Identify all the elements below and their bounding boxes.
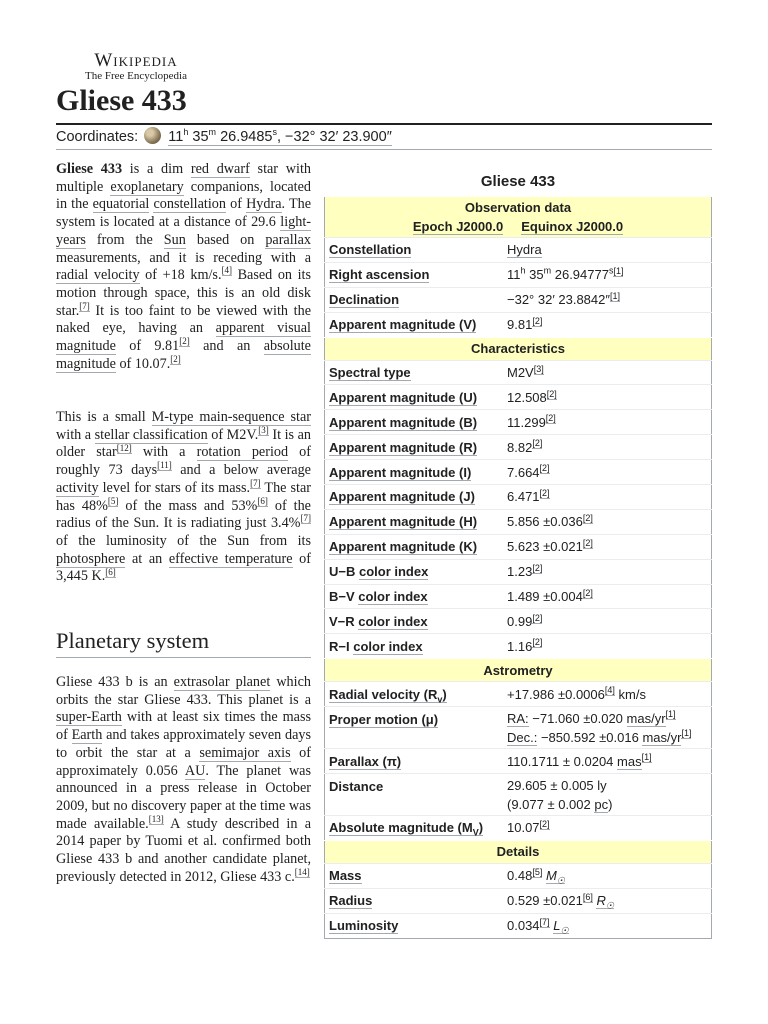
citation-link[interactable]: [1]	[681, 728, 692, 739]
row-proper-motion	[325, 707, 712, 749]
citation-link[interactable]: [2]	[546, 388, 557, 399]
label-parallax[interactable]: Parallax (π)	[329, 753, 402, 769]
row-ri-color-index	[325, 634, 712, 659]
coord-ra-m: 35	[192, 129, 209, 145]
link-solar-luminosity[interactable]: $L_☉$	[553, 918, 569, 936]
citation-link[interactable]: [2]	[532, 637, 543, 648]
link-constellation[interactable]: constellation	[153, 196, 226, 213]
row-bv-color-index	[325, 584, 712, 609]
link-radial-velocity[interactable]: radial velocity	[56, 267, 140, 284]
coordinates-link[interactable]: 11$^h$ 35$^m$ $26.9485^s$, −32° 32′ 23.900″	[168, 127, 392, 145]
row-radial-velocity	[325, 682, 712, 707]
value-magnitude-k: 5.623 ±0.021	[507, 539, 583, 555]
text: of roughly 73 days	[56, 444, 312, 479]
citation-link[interactable]: [7]	[79, 300, 90, 311]
citation-link[interactable]: [2]	[532, 315, 543, 326]
logo-wordmark: Wikipedia	[94, 50, 178, 71]
text: with a	[131, 444, 197, 461]
label-magnitude-i[interactable]: Apparent magnitude (I)	[329, 464, 472, 480]
text: and an	[189, 338, 264, 355]
text: of the luminosity of the Sun from its	[56, 532, 311, 549]
citation-link[interactable]: [14]	[294, 867, 310, 877]
label-magnitude-j[interactable]: Apparent magnitude (J)	[329, 489, 475, 505]
link-pc[interactable]: pc	[594, 796, 609, 812]
citation-link[interactable]: [5]	[107, 495, 119, 506]
text: level for stars of its mass.	[98, 479, 251, 496]
text: of 3,445 K.	[56, 550, 311, 585]
link-solar-mass[interactable]: $M_☉$	[545, 868, 565, 886]
row-vr-color-index	[325, 609, 712, 634]
section-heading-planetary-system: Planetary system	[56, 628, 210, 653]
infobox	[324, 168, 712, 939]
row-constellation	[325, 238, 712, 263]
citation-link[interactable]: [6]	[582, 891, 593, 902]
text: )	[608, 796, 613, 812]
citation-link[interactable]: [6]	[105, 566, 116, 577]
label-bv: B−V	[329, 589, 359, 605]
coordinates	[56, 127, 392, 145]
link-color-index[interactable]: color index	[358, 564, 429, 580]
label-radial-velocity[interactable]: Radial velocity $(R_v)$	[329, 686, 447, 705]
value-distance-pc: (9.077 ± 0.002	[507, 796, 595, 812]
text: star with multiple	[56, 161, 311, 195]
text: at an	[125, 550, 169, 567]
intro-paragraph-2	[56, 409, 311, 586]
value-magnitude-j: 6.471	[507, 489, 540, 505]
row-magnitude-k	[325, 534, 712, 559]
citation-link[interactable]: [2]	[170, 354, 181, 364]
label-magnitude-k[interactable]: Apparent magnitude (K)	[329, 539, 478, 555]
citation-link[interactable]: [1]	[665, 709, 676, 720]
coordinates-rule	[56, 149, 712, 150]
citation-link[interactable]: [13]	[148, 813, 164, 824]
text: The star has 48%	[56, 479, 311, 514]
text: It is an older star	[56, 426, 311, 461]
text: with a	[56, 426, 95, 443]
text: and a below average	[171, 462, 311, 479]
text: . The system is located at a distance of 29.6	[56, 196, 312, 231]
row-magnitude-h	[325, 509, 712, 534]
link-photosphere[interactable]: photosphere	[56, 550, 126, 567]
text: of the mass and 53%	[118, 497, 258, 514]
label-mass[interactable]: Mass	[329, 868, 362, 884]
citation-link[interactable]: [1]	[641, 752, 652, 763]
link-exoplanetary[interactable]: exoplanetary	[110, 178, 184, 195]
text: Gliese 433 b is an	[56, 674, 174, 690]
value-ub: 1.23	[507, 564, 533, 580]
link-rotation-period[interactable]: rotation period	[196, 444, 289, 461]
citation-link[interactable]: [2]	[179, 336, 190, 347]
text: . The planet was announced in a press release in October 2009, but no discovery paper at the time was made available.	[56, 762, 312, 832]
title-rule	[56, 123, 712, 125]
row-declination	[325, 287, 712, 312]
link-earth[interactable]: Earth	[71, 727, 103, 744]
value-pm-ra: −71.060 ±0.020	[528, 710, 627, 726]
label-magnitude-r[interactable]: Apparent magnitude (R)	[329, 439, 478, 455]
row-absolute-magnitude	[325, 816, 712, 841]
value-mass: 0.48	[507, 868, 533, 884]
subject-name: Gliese 433	[56, 161, 123, 177]
citation-link[interactable]: [4]	[604, 685, 615, 696]
row-distance	[325, 774, 712, 816]
section-details: Details	[325, 840, 712, 863]
text: A study described in a 2014 paper by Tuomi et al. confirmed both Gliese 433 b and another candidate planet, previously detected in 2012, Gliese 433 c.	[56, 815, 311, 885]
globe-icon[interactable]	[144, 127, 161, 144]
value-magnitude-h: 5.856 ±0.036	[507, 514, 583, 530]
row-parallax	[325, 749, 712, 774]
value-pm-dec: −850.592 ±0.016	[537, 729, 643, 745]
citation-link[interactable]: [1]	[613, 266, 624, 276]
text: with at least six times the mass of	[56, 709, 311, 744]
label-proper-motion[interactable]: Proper motion (μ)	[329, 712, 439, 728]
label-apparent-magnitude-v[interactable]: Apparent magnitude (V)	[329, 317, 477, 333]
section-astrometry: Astrometry	[325, 659, 712, 682]
row-magnitude-b	[325, 410, 712, 435]
link-mas-yr[interactable]: mas/yr	[642, 729, 682, 745]
value-vr: 0.99	[507, 613, 533, 629]
row-ub-color-index	[325, 559, 712, 584]
value-radial-velocity: +17.986 ±0.0006	[507, 686, 605, 702]
row-magnitude-r	[325, 435, 712, 460]
value-radius: 0.529 ±0.021	[507, 893, 583, 909]
row-spectral-type	[325, 360, 712, 385]
link-color-index[interactable]: color index	[353, 638, 423, 654]
intro-paragraph-1	[56, 161, 311, 373]
value-bv: 1.489 ±0.004	[507, 589, 583, 605]
link-red-dwarf[interactable]: red dwarf	[190, 161, 250, 177]
label-luminosity[interactable]: Luminosity	[329, 918, 399, 934]
value-parallax: 110.1711 ± 0.0204	[507, 753, 618, 769]
link-equinox[interactable]: Equinox J2000.0	[521, 219, 624, 234]
text: based on	[185, 231, 266, 248]
section-rule	[56, 657, 311, 658]
link-solar-radius[interactable]: $R_☉$	[596, 893, 614, 911]
link-super-earth[interactable]: super-Earth	[56, 709, 122, 726]
citation-link[interactable]: [2]	[582, 513, 593, 524]
label-distance: Distance	[329, 779, 384, 795]
citation-link[interactable]: [3]	[258, 424, 269, 435]
row-magnitude-j	[325, 485, 712, 510]
text: companions, located in the	[56, 178, 311, 213]
link-observation-data[interactable]: Observation data	[464, 200, 572, 215]
text: from the	[85, 231, 164, 248]
link-epoch[interactable]: Epoch J2000.0	[412, 219, 504, 234]
citation-link[interactable]: [2]	[532, 612, 543, 623]
link-ra[interactable]: RA:	[507, 710, 529, 726]
label-magnitude-u[interactable]: Apparent magnitude (U)	[329, 389, 478, 405]
text: It is too faint to be viewed with the naked eye, having an	[56, 302, 311, 337]
link-m-type-main-sequence[interactable]: M-type main-sequence star	[151, 409, 311, 425]
label-spectral-type[interactable]: Spectral type	[329, 365, 411, 380]
citation-link[interactable]: [4]	[221, 265, 232, 276]
text: of +18 km/s.	[139, 267, 222, 284]
value-ra-m: 35	[529, 267, 544, 283]
text: and takes approximately seven days to orbit the star at a	[56, 727, 311, 761]
value-magnitude-r: 8.82	[507, 439, 533, 455]
logo-tagline: The Free Encyclopedia	[84, 70, 187, 82]
infobox-caption: Gliese 433	[480, 173, 556, 190]
link-au[interactable]: AU	[184, 762, 206, 779]
citation-link[interactable]: [5]	[532, 867, 543, 878]
citation-link[interactable]: [2]	[532, 562, 543, 573]
value-declination: −32° 32′ 23.8842″	[507, 292, 610, 308]
value-luminosity: 0.034	[507, 918, 540, 934]
link-mas-yr[interactable]: mas/yr	[626, 710, 666, 726]
citation-link[interactable]: [2]	[539, 819, 550, 830]
link-mas[interactable]: mas	[617, 753, 642, 769]
citation-link[interactable]: [7]	[300, 513, 311, 524]
link-absolute-magnitude[interactable]: absolute magnitude	[56, 338, 311, 372]
label-magnitude-b[interactable]: Apparent magnitude (B)	[329, 414, 478, 430]
row-magnitude-u	[325, 385, 712, 410]
text: is a dim	[122, 161, 191, 177]
text: of	[225, 196, 247, 213]
citation-link[interactable]: [2]	[539, 463, 550, 474]
row-right-ascension: Right ascension 11$^h$ 35$^m$ $26.94777^{s[1]}$	[325, 262, 712, 287]
label-absolute-magnitude[interactable]: Absolute magnitude $(M_V)$	[329, 820, 484, 839]
value-absolute-magnitude: 10.07	[507, 820, 540, 836]
value-constellation[interactable]: Hydra	[507, 242, 542, 258]
label-radius[interactable]: Radius	[329, 893, 373, 909]
value-magnitude-b: 11.299	[507, 414, 546, 430]
label-ri: R−I	[329, 638, 354, 654]
text: of 10.07.	[115, 355, 171, 372]
row-apparent-magnitude-v	[325, 312, 712, 337]
link-extrasolar-planet[interactable]: extrasolar planet	[173, 674, 271, 690]
link-dec[interactable]: Dec.:	[507, 729, 538, 745]
row-mass	[325, 863, 712, 888]
citation-link[interactable]: [2]	[539, 488, 550, 499]
link-color-index[interactable]: color index	[358, 613, 428, 629]
link-hydra[interactable]: Hydra	[246, 196, 282, 213]
link-light-years[interactable]: light-years	[56, 214, 311, 248]
row-radius	[325, 888, 712, 913]
citation-link[interactable]: [6]	[257, 495, 268, 506]
section-observation-data	[325, 197, 712, 238]
link-parallax[interactable]: parallax	[265, 231, 311, 248]
citation-link[interactable]: [2]	[532, 438, 543, 449]
value-apparent-magnitude-v: 9.81	[507, 317, 533, 333]
wikipedia-logo[interactable]	[76, 50, 196, 82]
citation-link[interactable]: [7]	[250, 478, 261, 489]
text: measurements, and it is receding with a	[56, 249, 311, 266]
value-magnitude-i: 7.664	[507, 464, 540, 480]
citation-link[interactable]: [2]	[582, 587, 593, 598]
coord-ra-h: 11	[168, 129, 184, 145]
text: Based on its motion through space, this is an old disk star.	[56, 267, 312, 319]
value-distance-ly: 29.605 ± 0.005 ly	[507, 777, 607, 793]
planetary-paragraph	[56, 674, 311, 886]
link-color-index[interactable]: color index	[358, 589, 428, 605]
label-magnitude-h[interactable]: Apparent magnitude (H)	[329, 514, 478, 530]
value-ra-s: 26.94777	[554, 267, 609, 283]
link-sun[interactable]: Sun	[163, 231, 186, 248]
text: of 9.81	[115, 338, 180, 355]
text: This is a small	[56, 409, 152, 425]
label-constellation[interactable]: Constellation	[329, 242, 412, 258]
coord-ra-s: 26.9485	[220, 129, 273, 145]
link-effective-temperature[interactable]: effective temperature	[168, 550, 293, 567]
row-luminosity	[325, 913, 712, 938]
link-semimajor-axis[interactable]: semimajor axis	[199, 744, 291, 761]
unit-kms: km/s	[614, 686, 646, 702]
value-spectral-type: M2V	[507, 365, 534, 380]
citation-link[interactable]: [3]	[533, 363, 544, 374]
link-apparent-magnitude[interactable]: apparent visual magnitude	[56, 320, 311, 355]
link-equatorial[interactable]: equatorial	[92, 196, 150, 213]
citation-link[interactable]: [12]	[116, 442, 132, 453]
text: of M2V.	[207, 426, 259, 443]
infobox-table	[324, 196, 712, 939]
link-stellar-classification[interactable]: stellar classification	[94, 426, 208, 443]
text: of approximately 0.056	[56, 744, 312, 779]
link-activity[interactable]: activity	[56, 479, 99, 496]
value-ri: 1.16	[507, 638, 533, 654]
label-right-ascension[interactable]: Right ascension	[329, 267, 430, 283]
value-ra-h: 11	[507, 267, 521, 283]
text: of the radius of the Sun. It is radiating just 3.4%	[56, 497, 311, 532]
label-ub: U−B	[329, 564, 359, 580]
citation-link[interactable]: [11]	[157, 460, 172, 471]
citation-link[interactable]: [2]	[545, 413, 556, 424]
label-declination[interactable]: Declination	[329, 292, 400, 308]
section-characteristics: Characteristics	[325, 337, 712, 360]
label-vr: V−R	[329, 613, 359, 629]
coord-dec: , −32° 32′ 23.900″	[276, 129, 392, 145]
page-title: Gliese 433	[56, 84, 187, 117]
citation-link[interactable]: [2]	[582, 537, 593, 548]
coordinates-label: Coordinates:	[56, 129, 139, 145]
value-magnitude-u: 12.508	[507, 389, 547, 405]
row-magnitude-i	[325, 460, 712, 485]
citation-link[interactable]: [1]	[609, 290, 620, 301]
citation-link[interactable]: [7]	[539, 916, 550, 927]
text: which orbits the star Gliese 433. This planet is a	[56, 674, 311, 708]
